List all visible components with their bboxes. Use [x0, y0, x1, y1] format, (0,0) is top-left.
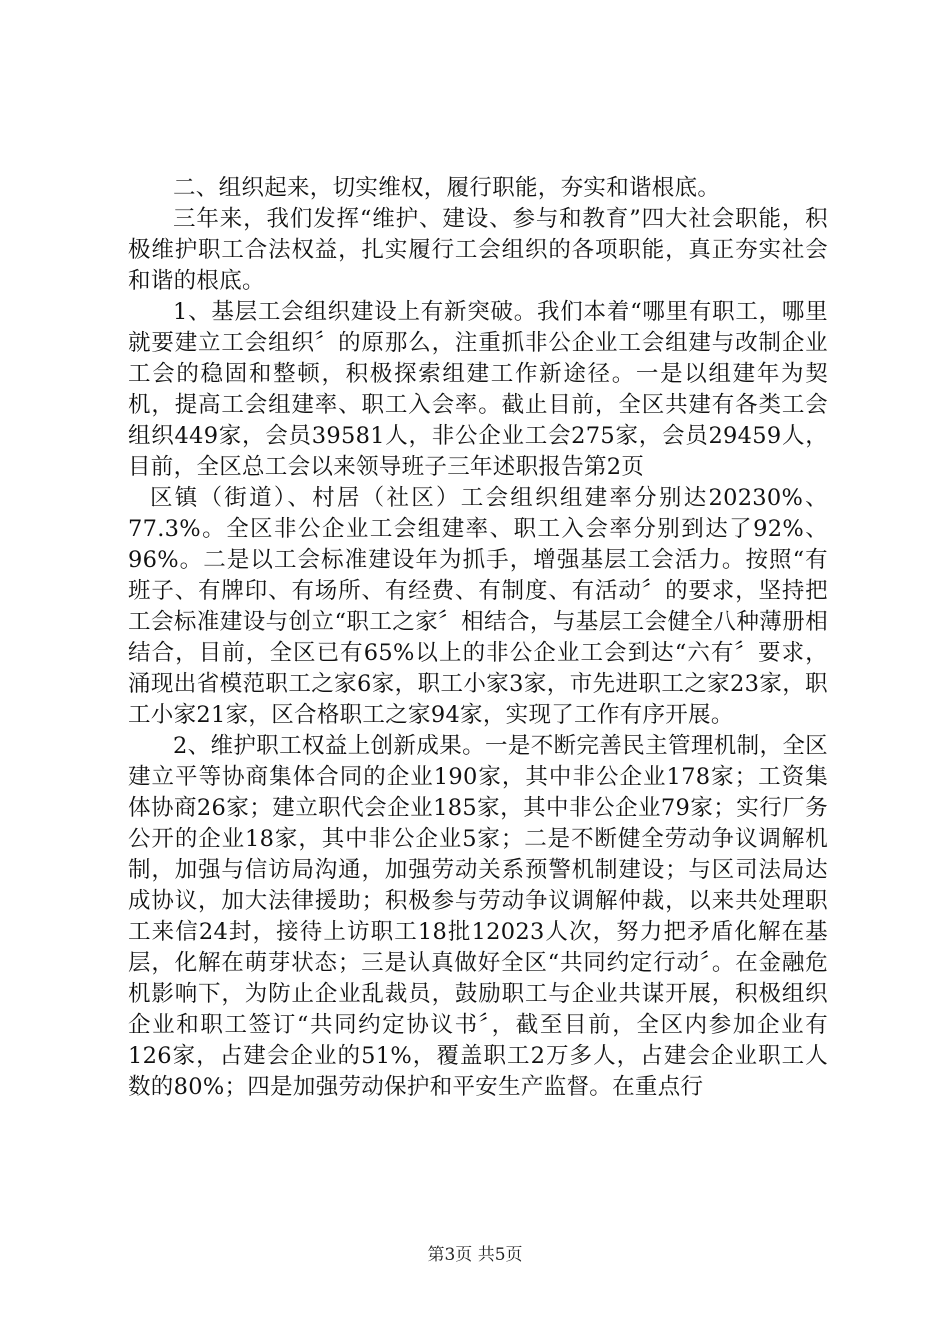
page-footer: 第3页 共5页	[427, 1245, 523, 1265]
section-heading: 二、组织起来，切实维权，履行职能，夯实和谐根底。	[173, 175, 721, 201]
paragraph-organization-rates: 区镇（街道）、村居（社区）工会组织组建率分别达20230%、77.3%。全区非公企业工会组建率、职工入会率分别到达了92%、96%。二是以工会标准建设年为抓手，增强基层工会活力。按照“有班子、有牌印、有场所、有经费、有制度、有活动〞的要求，坚持把工会标准建设与创立“职工之家〞相结合，与基层工会健全八种薄册相结合，目前，全区已有65%以上的非公企业工会到达“六有〞要求，涌现出省模范职工之家6家，职工小家3家，市先进职工之家23家，职工小家21家，区合格职工之家94家，实现了工作有序开展。	[128, 485, 828, 728]
paragraph-intro: 三年来，我们发挥“维护、建设、参与和教育”四大社会职能，积极维护职工合法权益，扎实履行工会组织的各项职能，真正夯实社会和谐的根底。	[128, 206, 828, 294]
document-body	[128, 173, 828, 1103]
paragraph-rights-protection: 2、维护职工权益上创新成果。一是不断完善民主管理机制，全区建立平等协商集体合同的企业190家，其中非公企业178家；工资集体协商26家；建立职代会企业185家，其中非公企业79家；实行厂务公开的企业18家，其中非公企业5家；二是不断健全劳动争议调解机制，加强与信访局沟通，加强劳动关系预警机制建设；与区司法局达成协议，加大法律援助；积极参与劳动争议调解仲裁，以来共处理职工来信24封，接待上访职工18批12023人次，努力把矛盾化解在基层，化解在萌芽状态；三是认真做好全区“共同约定行动〞。在金融危机影响下，为防止企业乱裁员，鼓励职工与企业共谋开展，积极组织企业和职工签订“共同约定协议书〞，截至目前，全区内参加企业有126家，占建会企业的51%，覆盖职工2万多人，占建会企业职工人数的80%；四是加强劳动保护和平安生产监督。在重点行	[128, 733, 828, 1100]
paragraph-organization-building: 1、基层工会组织建设上有新突破。我们本着“哪里有职工，哪里就要建立工会组织〞的原那么，注重抓非公企业工会组建与改制企业工会的稳固和整顿，积极探索组建工作新途径。一是以组建年为契机，提高工会组建率、职工入会率。截止目前，全区共建有各类工会组织449家，会员39581人，非公企业工会275家，会员29459人，目前，全区总工会以来领导班子三年述职报告第2页	[128, 299, 828, 480]
